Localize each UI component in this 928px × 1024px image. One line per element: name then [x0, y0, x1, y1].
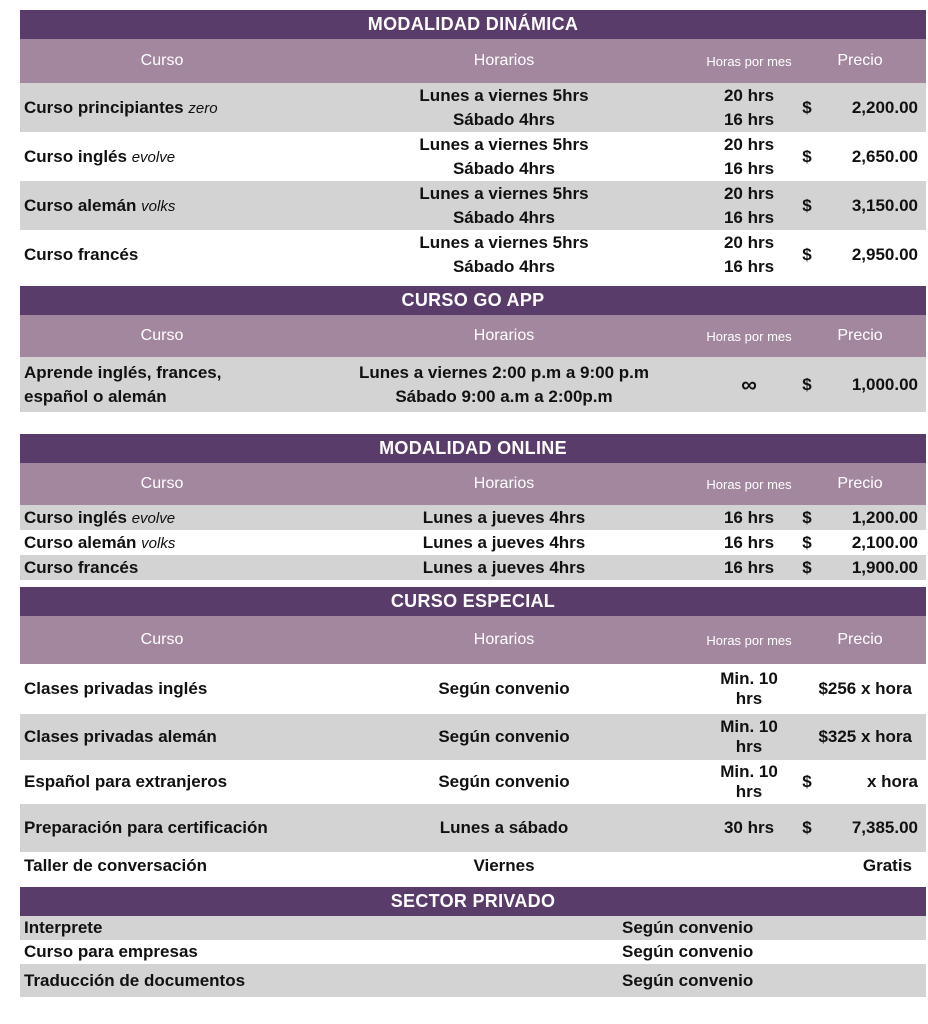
course-schedule: Según convenio [438, 772, 570, 791]
course-name: Curso alemán volks [24, 532, 176, 552]
course-price: 2,200.00 [851, 97, 918, 117]
table-row [20, 555, 926, 580]
course-hours: 20 hrs 16 hrs [723, 232, 775, 276]
table-header [20, 616, 926, 664]
section-title-especial: CURSO ESPECIAL [20, 587, 926, 616]
course-schedule: Lunes a viernes 5hrs Sábado 4hrs [419, 134, 589, 178]
course-hours: Min. 10 hrs [720, 669, 778, 708]
spacer [20, 580, 926, 587]
course-name: Español para extranjeros [24, 772, 228, 791]
course-hours: 16 hrs [723, 557, 775, 577]
price-list [20, 10, 926, 997]
header-precio: Precio [837, 631, 883, 648]
currency-sign: $ [802, 244, 812, 264]
spacer [20, 279, 926, 286]
currency-sign: $ [802, 772, 812, 791]
course-hours: Min. 10 hrs [720, 762, 778, 801]
course-schedule: Lunes a jueves 4hrs [422, 532, 586, 552]
course-hours: 30 hrs [723, 818, 775, 837]
course-schedule: Según convenio [438, 679, 570, 698]
header-horarios: Horarios [473, 475, 535, 492]
course-price: $325 x hora [818, 727, 912, 746]
course-price: 2,100.00 [851, 532, 918, 552]
service-price: Según convenio [622, 970, 754, 990]
section-title-goapp: CURSO GO APP [20, 286, 926, 315]
table-header [20, 463, 926, 505]
table-row [20, 530, 926, 555]
course-price: 2,650.00 [851, 146, 918, 166]
course-name: Curso alemán volks [24, 195, 176, 215]
section-title-online: MODALIDAD ONLINE [20, 434, 926, 463]
currency-sign: $ [802, 507, 812, 527]
course-name: Preparación para certificación [24, 818, 268, 837]
header-horas: Horas por mes [706, 476, 792, 492]
course-price: $256 x hora [818, 679, 912, 698]
course-schedule: Lunes a viernes 2:00 p.m a 9:00 p.m Sábado 9:00 a.m a 2:00p.m [358, 362, 650, 406]
service-name: Traducción de documentos [24, 970, 246, 990]
spacer [20, 412, 926, 434]
course-name: Aprende inglés, frances, español o alemán [24, 362, 222, 406]
infinity-icon: ∞ [741, 371, 757, 397]
spacer [20, 880, 926, 887]
table-row [20, 505, 926, 530]
course-hours: 20 hrs 16 hrs [723, 183, 775, 227]
course-hours: 20 hrs 16 hrs [723, 85, 775, 129]
table-row [20, 760, 926, 804]
currency-sign: $ [802, 97, 812, 117]
course-schedule: Lunes a viernes 5hrs Sábado 4hrs [419, 232, 589, 276]
table-row [20, 916, 926, 940]
course-name: Curso principiantes zero [24, 97, 218, 117]
header-curso: Curso [140, 631, 184, 648]
table-row [20, 714, 926, 760]
course-schedule: Lunes a sábado [439, 818, 569, 837]
table-row [20, 664, 926, 714]
header-horas: Horas por mes [706, 632, 792, 648]
course-schedule: Lunes a jueves 4hrs [422, 557, 586, 577]
course-schedule: Según convenio [438, 727, 570, 746]
service-name: Interprete [24, 918, 103, 937]
header-curso: Curso [140, 475, 184, 492]
course-price: 1,000.00 [851, 374, 918, 394]
course-schedule: Lunes a viernes 5hrs Sábado 4hrs [419, 85, 589, 129]
table-header [20, 39, 926, 83]
service-price: Según convenio [622, 918, 754, 937]
course-name: Curso inglés evolve [24, 507, 176, 527]
currency-sign: $ [802, 557, 812, 577]
section-title-dinamica: MODALIDAD DINÁMICA [20, 10, 926, 39]
course-hours: 16 hrs [723, 507, 775, 527]
course-name: Curso francés [24, 557, 139, 577]
course-name: Clases privadas inglés [24, 679, 208, 698]
table-row [20, 804, 926, 852]
header-precio: Precio [837, 52, 883, 69]
currency-sign: $ [802, 532, 812, 552]
table-row [20, 132, 926, 181]
currency-sign: $ [802, 374, 812, 394]
course-price: Gratis [862, 856, 912, 875]
header-curso: Curso [140, 52, 184, 69]
header-horarios: Horarios [473, 327, 535, 344]
table-row [20, 181, 926, 230]
course-price: 7,385.00 [851, 818, 918, 837]
course-price: 1,900.00 [851, 557, 918, 577]
course-schedule: Lunes a viernes 5hrs Sábado 4hrs [419, 183, 589, 227]
table-header [20, 315, 926, 357]
header-precio: Precio [837, 327, 883, 344]
table-row [20, 940, 926, 964]
currency-sign: $ [802, 146, 812, 166]
service-price: Según convenio [622, 942, 754, 961]
course-name: Curso inglés evolve [24, 146, 176, 166]
header-precio: Precio [837, 475, 883, 492]
header-curso: Curso [140, 327, 184, 344]
table-row [20, 357, 926, 412]
service-name: Curso para empresas [24, 942, 198, 961]
course-price: 3,150.00 [851, 195, 918, 215]
course-hours: 16 hrs [723, 532, 775, 552]
course-name: Taller de conversación [24, 856, 207, 875]
header-horarios: Horarios [473, 52, 535, 69]
table-row [20, 852, 926, 880]
course-price: x hora [866, 772, 918, 791]
course-schedule: Viernes [473, 856, 535, 875]
course-hours: 20 hrs 16 hrs [723, 134, 775, 178]
header-horas: Horas por mes [706, 328, 792, 344]
course-name: Clases privadas alemán [24, 727, 217, 746]
header-horas: Horas por mes [706, 53, 792, 69]
course-price: 2,950.00 [851, 244, 918, 264]
course-hours: Min. 10 hrs [720, 717, 778, 756]
course-name: Curso francés [24, 244, 139, 264]
section-title-privado: SECTOR PRIVADO [20, 887, 926, 916]
course-schedule: Lunes a jueves 4hrs [422, 507, 586, 527]
currency-sign: $ [802, 818, 812, 837]
course-price: 1,200.00 [851, 507, 918, 527]
table-row [20, 230, 926, 279]
header-horarios: Horarios [473, 631, 535, 648]
table-row [20, 83, 926, 132]
table-row [20, 964, 926, 997]
currency-sign: $ [802, 195, 812, 215]
